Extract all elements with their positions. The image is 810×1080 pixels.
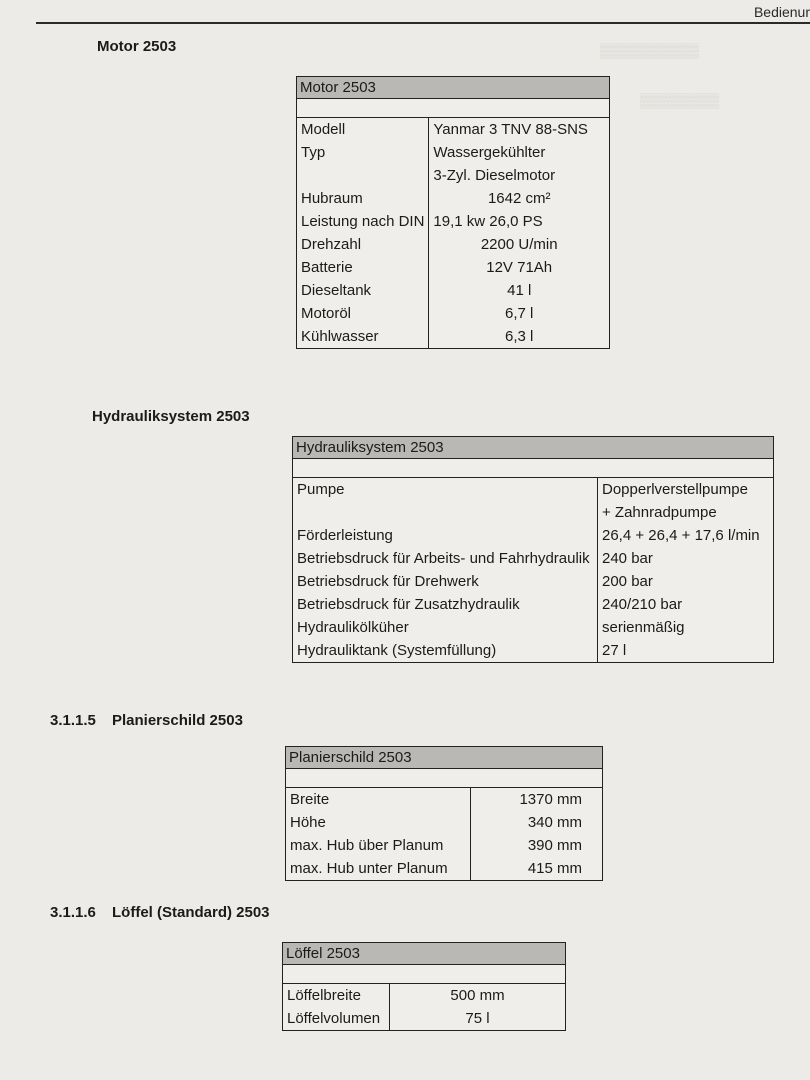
table-row: max. Hub über Planum 390 mm <box>286 834 603 857</box>
table-row: Pumpe Dopperlverstellpumpe <box>293 478 774 502</box>
table-row: Förderleistung 26,4 + 26,4 + 17,6 l/min <box>293 524 774 547</box>
section-title: Löffel (Standard) 2503 <box>112 904 270 921</box>
table-row: Betriebsdruck für Drehwerk 200 bar <box>293 570 774 593</box>
hydraulik-spec-table <box>292 436 774 663</box>
table-row: Löffelbreite 500 mm <box>283 984 566 1008</box>
table-row: Betriebsdruck für Arbeits- und Fahrhydraulik 240 bar <box>293 547 774 570</box>
table-row: Drehzahl 2200 U/min <box>297 233 610 256</box>
table-row: Modell Yanmar 3 TNV 88-SNS <box>297 118 610 142</box>
table-row: Hydraulikölküher serienmäßig <box>293 616 774 639</box>
table-row: Batterie 12V 71Ah <box>297 256 610 279</box>
section-number: 3.1.1.5 <box>50 712 96 729</box>
section-heading-loeffel <box>50 904 270 921</box>
table-row: Typ Wassergekühlter <box>297 141 610 164</box>
table-row: 3-Zyl. Dieselmotor <box>297 164 610 187</box>
table-title: Hydrauliksystem 2503 <box>293 437 774 459</box>
section-heading-hydraulik: Hydrauliksystem 2503 <box>92 408 250 425</box>
show-through-shadow: ▒▒▒▒▒▒▒▒ <box>640 92 720 108</box>
table-title: Motor 2503 <box>297 77 610 99</box>
motor-spec-table <box>296 76 610 349</box>
table-spacer-row <box>283 965 566 984</box>
section-title: Planierschild 2503 <box>112 712 243 729</box>
table-row: Leistung nach DIN 19,1 kw 26,0 PS <box>297 210 610 233</box>
section-heading-motor: Motor 2503 <box>97 38 177 55</box>
table-spacer-row <box>297 99 610 118</box>
planierschild-spec-table <box>285 746 603 881</box>
table-row: Motoröl 6,7 l <box>297 302 610 325</box>
section-number: 3.1.1.6 <box>50 904 96 921</box>
running-head: Bedienur <box>753 4 810 20</box>
table-row: max. Hub unter Planum 415 mm <box>286 857 603 881</box>
table-spacer-row <box>293 459 774 478</box>
table-spacer-row <box>286 769 603 788</box>
table-row: Höhe 340 mm <box>286 811 603 834</box>
table-row: Breite 1370 mm <box>286 788 603 812</box>
table-row: Hubraum 1642 cm² <box>297 187 610 210</box>
loeffel-spec-table <box>282 942 566 1031</box>
table-row: Hydrauliktank (Systemfüllung) 27 l <box>293 639 774 663</box>
show-through-shadow: ▒▒▒▒▒▒▒▒▒▒ <box>600 42 700 58</box>
table-title: Planierschild 2503 <box>286 747 603 769</box>
table-title: Löffel 2503 <box>283 943 566 965</box>
table-row: Kühlwasser 6,3 l <box>297 325 610 349</box>
section-heading-planierschild <box>50 712 243 729</box>
table-row: Dieseltank 41 l <box>297 279 610 302</box>
header-rule <box>36 22 810 24</box>
table-row: Betriebsdruck für Zusatzhydraulik 240/210 bar <box>293 593 774 616</box>
table-row: Löffelvolumen 75 l <box>283 1007 566 1031</box>
table-row: + Zahnradpumpe <box>293 501 774 524</box>
